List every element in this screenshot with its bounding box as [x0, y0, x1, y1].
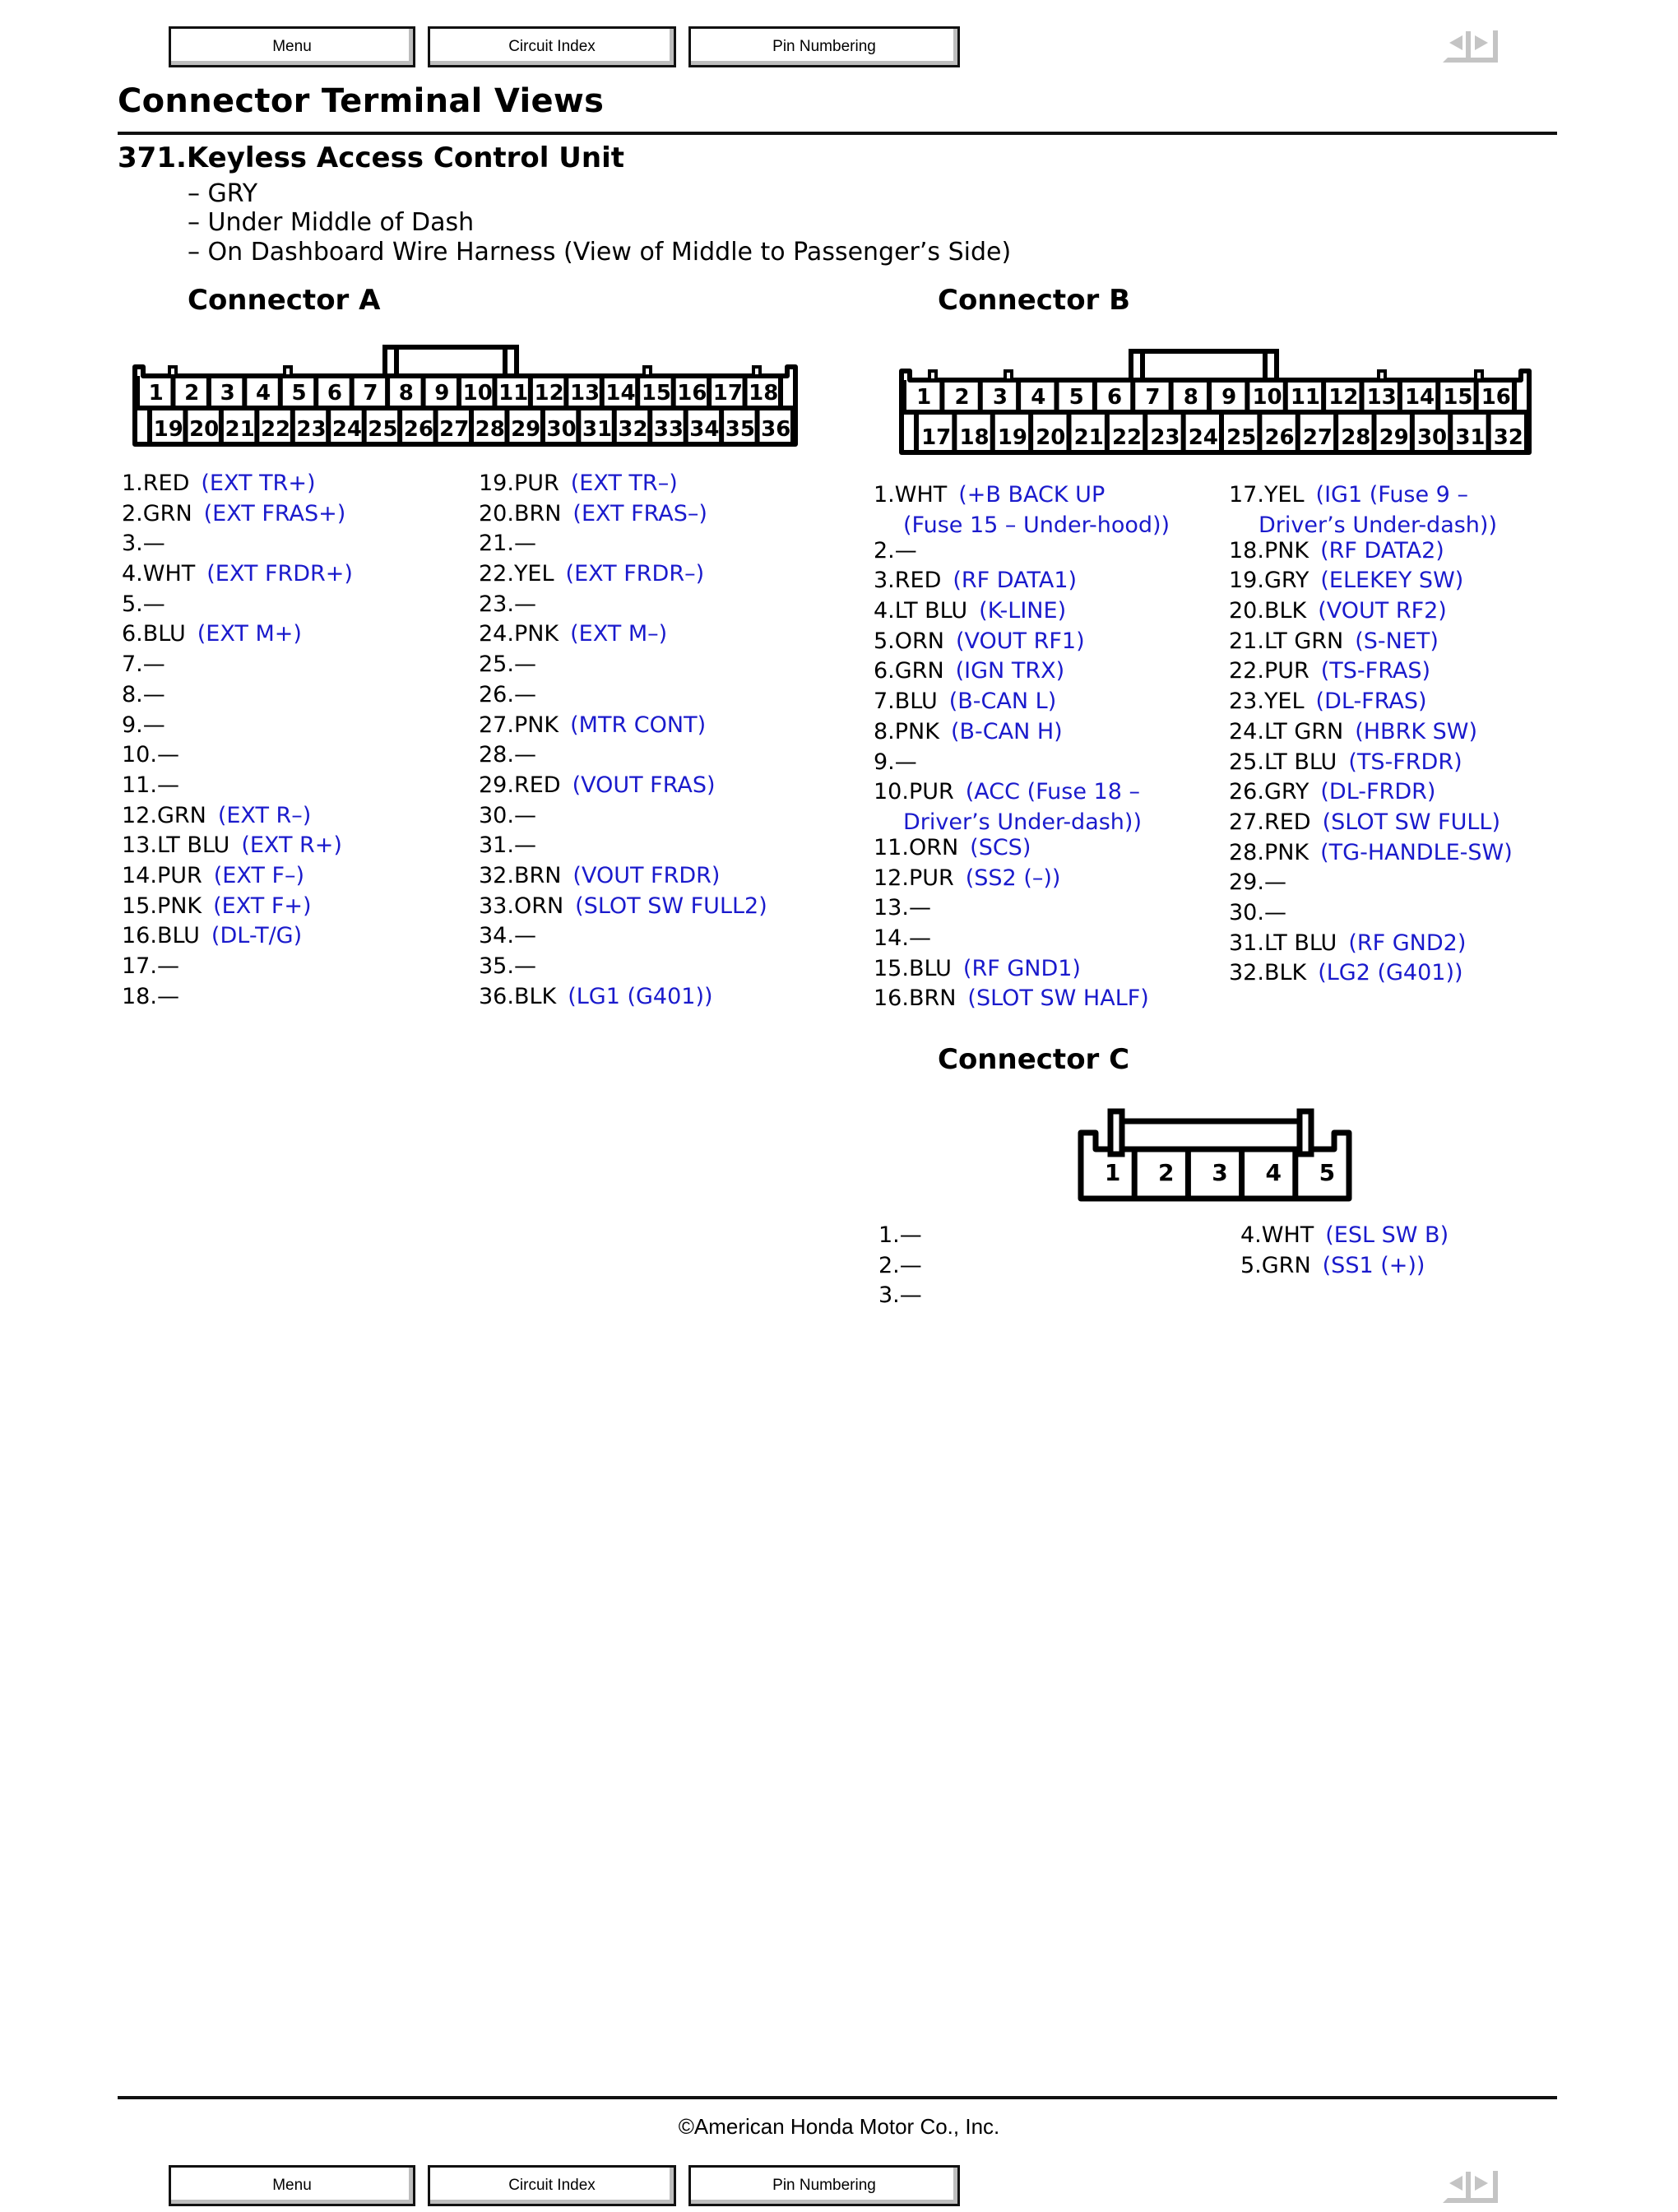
pin-function: (TS-FRDR)	[1348, 749, 1462, 775]
pin-number-label: 24	[1188, 425, 1218, 450]
pin-row	[878, 1251, 922, 1282]
pin-number-wire-color: 33.ORN	[479, 893, 564, 919]
connector-a-heading: Connector A	[188, 284, 381, 317]
pin-row	[479, 711, 767, 741]
pin-row	[479, 982, 767, 1013]
pin-number-label: 22	[260, 417, 291, 442]
pin-number-label: 6	[1107, 385, 1123, 410]
pin-row	[1229, 536, 1513, 567]
pin-row	[479, 619, 767, 650]
pin-row	[122, 771, 353, 801]
pin-number-wire-color: 29.RED	[479, 772, 561, 798]
pin-number-label: 2	[954, 385, 970, 410]
pin-number-wire-color: 4.WHT	[122, 561, 196, 587]
pin-function: (EXT FRDR–)	[565, 561, 705, 587]
pin-function: (VOUT FRAS)	[572, 772, 716, 798]
pin-number-wire-color: 18.PNK	[1229, 537, 1309, 563]
pin-number-label: 11	[498, 381, 529, 406]
pin-function: (SLOT SW FULL)	[1322, 809, 1500, 835]
pin-number-wire-color: 6.BLU	[122, 621, 186, 647]
pin-number-wire-color: 16.BLU	[122, 923, 200, 949]
pin-number-wire-color: 14.—	[874, 925, 931, 951]
footer-pin-numbering-button[interactable]: Pin Numbering	[688, 2165, 960, 2206]
pin-row	[479, 861, 767, 892]
pin-number-label: 29	[511, 417, 541, 442]
pin-function: (B-CAN L)	[948, 689, 1057, 715]
pin-number-wire-color: 10.—	[122, 742, 179, 768]
pin-number-label: 22	[1111, 425, 1143, 450]
pin-number-wire-color: 13.LT BLU	[122, 832, 230, 859]
pin-row	[1229, 958, 1513, 989]
pin-function: (VOUT RF1)	[955, 628, 1085, 654]
pin-number-wire-color: 1.—	[878, 1222, 922, 1248]
pin-number-wire-color: 24.LT GRN	[1229, 718, 1344, 744]
pin-row	[122, 680, 353, 711]
connector-a-diagram	[130, 344, 800, 451]
pin-number-label: 5	[1068, 385, 1084, 410]
pin-number-wire-color: 2.GRN	[122, 500, 192, 526]
pin-number-wire-color: 5.GRN	[1240, 1252, 1311, 1278]
pin-number-wire-color: 9.—	[874, 749, 917, 775]
pin-number-wire-color: 16.BRN	[874, 985, 957, 1012]
pin-number-label: 20	[1036, 425, 1066, 450]
pin-number-label: 9	[434, 381, 450, 406]
pin-number-label: 11	[1290, 385, 1321, 410]
pin-number-wire-color: 35.—	[479, 953, 536, 979]
pin-number-wire-color: 29.—	[1229, 869, 1286, 896]
pin-number-label: 36	[761, 417, 791, 442]
pin-number-wire-color: 31.LT BLU	[1229, 930, 1337, 956]
pin-number-wire-color: 21.—	[479, 531, 536, 557]
pin-function: (LG2 (G401))	[1318, 960, 1463, 986]
pin-number-label: 32	[1493, 425, 1523, 450]
footer-menu-button[interactable]: Menu	[169, 2165, 415, 2206]
pin-row	[479, 892, 767, 922]
connector-c-diagram	[1078, 1106, 1353, 1205]
pin-number-label: 28	[1341, 425, 1371, 450]
pin-number-wire-color: 2.—	[878, 1252, 922, 1278]
pin-number-label: 12	[1328, 385, 1359, 410]
pin-number-label: 3	[220, 381, 235, 406]
pin-number-wire-color: 3.—	[122, 531, 165, 557]
pin-number-wire-color: 19.PUR	[479, 471, 559, 496]
pin-function: (HBRK SW)	[1355, 718, 1477, 744]
pin-row	[878, 1281, 922, 1311]
pin-number-label: 16	[1481, 385, 1511, 410]
pin-number-wire-color: 28.—	[479, 742, 536, 768]
pin-number-wire-color: 12.PUR	[874, 865, 954, 891]
pin-number-wire-color: 23.—	[479, 591, 536, 617]
pin-row	[874, 627, 1170, 657]
pin-number-wire-color: 5.ORN	[874, 628, 944, 654]
pin-function: (SS1 (+))	[1322, 1252, 1425, 1278]
pin-number-wire-color: 24.PNK	[479, 621, 559, 647]
pin-number-label: 30	[546, 417, 577, 442]
pin-number-wire-color: 17.—	[122, 953, 179, 979]
pin-row	[874, 748, 1170, 778]
pin-number-wire-color: 19.GRY	[1229, 568, 1309, 594]
pin-number-wire-color: 23.YEL	[1229, 689, 1305, 715]
pin-number-wire-color: 15.PNK	[122, 893, 202, 919]
pin-number-label: 24	[331, 417, 363, 442]
pin-row	[1229, 777, 1513, 808]
pin-number-label: 3	[1212, 1159, 1228, 1186]
pin-number-label: 26	[403, 417, 433, 442]
pin-number-label: 29	[1379, 425, 1409, 450]
pin-function: (DL-T/G)	[211, 923, 303, 949]
pin-number-label: 4	[256, 381, 271, 406]
pin-row	[874, 596, 1170, 627]
pin-number-wire-color: 30.—	[1229, 899, 1286, 925]
pin-number-wire-color: 3.—	[878, 1282, 922, 1309]
pin-number-wire-color: 7.BLU	[874, 689, 938, 715]
pin-number-label: 7	[1145, 385, 1161, 410]
pin-row	[122, 711, 353, 741]
pin-number-label: 32	[618, 417, 648, 442]
pin-function: (EXT TR+)	[201, 471, 316, 496]
pin-function: (RF GND1)	[962, 955, 1081, 981]
pin-row	[874, 687, 1170, 717]
copyright: ©American Honda Motor Co., Inc.	[678, 2114, 1000, 2139]
pin-number-label: 5	[291, 381, 307, 406]
pin-number-label: 1	[1104, 1159, 1121, 1186]
pin-number-label: 15	[1443, 385, 1473, 410]
pin-row	[479, 680, 767, 711]
pin-row	[479, 831, 767, 861]
prev-next-page-icon[interactable]	[1441, 26, 1515, 67]
connector-b-pins-right	[1229, 480, 1513, 989]
pin-row	[122, 831, 353, 861]
pin-number-label: 18	[749, 381, 779, 406]
pin-row	[122, 952, 353, 982]
pin-row	[874, 717, 1170, 748]
pin-number-wire-color: 31.—	[479, 832, 536, 859]
pin-number-wire-color: 11.—	[122, 772, 179, 798]
pin-number-label: 21	[1073, 425, 1104, 450]
connector-c-pins-right	[1240, 1221, 1449, 1281]
pin-row	[122, 590, 353, 620]
pin-number-wire-color: 6.GRN	[874, 658, 944, 684]
page-title: Connector Terminal Views	[118, 82, 605, 120]
pin-number-label: 9	[1221, 385, 1237, 410]
pin-row	[1240, 1221, 1449, 1251]
pin-row	[1229, 480, 1513, 511]
pin-number-label: 2	[1158, 1159, 1175, 1186]
pin-row	[1229, 748, 1513, 778]
pin-row	[1229, 627, 1513, 657]
pin-number-label: 19	[153, 417, 183, 442]
pin-row	[122, 650, 353, 680]
pin-row	[479, 650, 767, 680]
pin-number-label: 8	[1183, 385, 1198, 410]
pin-function: (SCS)	[970, 834, 1031, 860]
pin-row	[122, 892, 353, 922]
pin-row	[122, 801, 353, 832]
pin-number-label: 18	[959, 425, 990, 450]
pin-number-wire-color: 1.RED	[122, 471, 190, 496]
pin-number-wire-color: 27.RED	[1229, 809, 1311, 835]
pin-row	[874, 777, 1170, 808]
pin-row	[1229, 687, 1513, 717]
pin-number-label: 3	[992, 385, 1008, 410]
pin-row	[1240, 1251, 1449, 1282]
pin-row	[122, 861, 353, 892]
pin-row	[479, 771, 767, 801]
pin-row-continuation	[874, 511, 1170, 536]
pin-number-label: 12	[534, 381, 564, 406]
pin-number-wire-color: 5.—	[122, 591, 165, 617]
pin-function: (EXT TR–)	[570, 471, 678, 496]
footer-divider	[118, 2096, 1557, 2099]
pin-function: (ESL SW B)	[1325, 1222, 1449, 1248]
pin-number-wire-color: 21.LT GRN	[1229, 628, 1344, 654]
pin-function: (DL-FRDR)	[1320, 779, 1436, 805]
component-heading: 371.Keyless Access Control Unit	[118, 141, 624, 174]
pin-row	[479, 921, 767, 952]
pin-number-wire-color: 7.—	[122, 652, 165, 678]
pin-number-wire-color: 25.LT BLU	[1229, 749, 1337, 775]
pin-row	[122, 982, 353, 1013]
pin-row	[479, 529, 767, 559]
pin-number-wire-color: 2.—	[874, 537, 917, 563]
pin-number-wire-color: 10.PUR	[874, 779, 954, 805]
pin-function: (EXT M+)	[197, 621, 302, 647]
pin-function: (RF DATA1)	[953, 568, 1078, 594]
pin-number-wire-color: 11.ORN	[874, 834, 959, 860]
connector-c-pins-left	[878, 1221, 922, 1311]
pin-row	[1229, 868, 1513, 898]
pin-function: (VOUT FRDR)	[572, 862, 721, 888]
pin-row	[874, 924, 1170, 954]
pin-function: (VOUT RF2)	[1318, 598, 1447, 624]
pin-number-label: 16	[677, 381, 707, 406]
pin-number-wire-color: 3.RED	[874, 568, 942, 594]
pin-row	[1229, 929, 1513, 959]
pin-row	[874, 984, 1170, 1014]
pin-function: (EXT FRDR+)	[206, 561, 353, 587]
pin-number-label: 26	[1264, 425, 1295, 450]
pin-row	[1229, 566, 1513, 596]
pin-function: (RF GND2)	[1348, 930, 1467, 956]
pin-number-label: 6	[327, 381, 342, 406]
pin-function: (ELEKEY SW)	[1320, 568, 1464, 594]
pin-number-wire-color: 30.—	[479, 802, 536, 828]
pin-number-label: 13	[1366, 385, 1397, 410]
pin-row	[874, 480, 1170, 511]
pin-number-wire-color: 8.PNK	[874, 718, 939, 744]
pin-row	[878, 1221, 922, 1251]
detail-color: – GRY	[188, 179, 258, 208]
pin-row	[479, 801, 767, 832]
pin-row-continuation	[1229, 511, 1513, 536]
pin-number-label: 27	[1302, 425, 1333, 450]
pin-function: (MTR CONT)	[570, 712, 707, 738]
pin-function: (RF DATA2)	[1320, 537, 1444, 563]
pin-number-wire-color: 20.BRN	[479, 500, 562, 526]
pin-function-continuation: (Fuse 15 – Under-hood))	[903, 512, 1170, 538]
detail-harness: – On Dashboard Wire Harness (View of Middle to Passenger’s Side)	[188, 238, 1012, 267]
pin-number-wire-color: 20.BLK	[1229, 598, 1307, 624]
pin-row	[1229, 808, 1513, 838]
pin-number-label: 30	[1416, 425, 1448, 450]
pin-number-wire-color: 22.PUR	[1229, 658, 1309, 684]
pin-number-label: 17	[712, 381, 743, 406]
pin-number-label: 28	[475, 417, 505, 442]
pin-number-wire-color: 22.YEL	[479, 561, 554, 587]
pin-number-label: 21	[225, 417, 255, 442]
pin-row	[479, 740, 767, 771]
pin-row	[479, 952, 767, 982]
pin-row	[874, 566, 1170, 596]
pin-number-label: 17	[921, 425, 952, 450]
pin-number-wire-color: 17.YEL	[1229, 482, 1305, 508]
footer-prev-next-page-icon[interactable]	[1441, 2167, 1515, 2208]
pin-function: (EXT F+)	[213, 893, 312, 919]
pin-number-wire-color: 32.BRN	[479, 862, 562, 888]
pin-number-wire-color: 28.PNK	[1229, 839, 1309, 865]
pin-numbering-button[interactable]: Pin Numbering	[688, 26, 960, 67]
pin-number-label: 10	[1252, 385, 1282, 410]
pin-number-wire-color: 1.WHT	[874, 482, 948, 508]
pin-number-label: 4	[1265, 1159, 1282, 1186]
pin-row	[122, 499, 353, 530]
pin-function: (EXT F–)	[213, 862, 305, 888]
pin-row	[1229, 838, 1513, 869]
pin-number-wire-color: 26.GRY	[1229, 779, 1309, 805]
pin-number-label: 27	[439, 417, 470, 442]
pin-row	[1229, 596, 1513, 627]
pin-function: (TG-HANDLE-SW)	[1320, 839, 1513, 865]
pin-function: (EXT R+)	[241, 832, 342, 859]
pin-function: (SLOT SW FULL2)	[575, 893, 767, 919]
pin-row	[122, 619, 353, 650]
pin-number-label: 33	[653, 417, 684, 442]
pin-row	[479, 590, 767, 620]
pin-row	[874, 833, 1170, 864]
pin-function: (EXT M–)	[570, 621, 668, 647]
pin-number-label: 7	[363, 381, 378, 406]
pin-number-wire-color: 27.PNK	[479, 712, 559, 738]
pin-number-label: 13	[569, 381, 600, 406]
pin-function: (IG1 (Fuse 9 –	[1315, 482, 1468, 508]
pin-number-label: 2	[184, 381, 200, 406]
pin-number-wire-color: 15.BLU	[874, 955, 952, 981]
connector-c-heading: Connector C	[938, 1043, 1130, 1076]
connector-b-diagram	[897, 348, 1534, 459]
connector-b-pins-left	[874, 480, 1170, 1014]
pin-number-label: 23	[296, 417, 327, 442]
pin-number-wire-color: 4.WHT	[1240, 1222, 1314, 1248]
pin-function-continuation: Driver’s Under-dash))	[1258, 512, 1497, 538]
pin-number-wire-color: 8.—	[122, 681, 165, 707]
pin-number-wire-color: 36.BLK	[479, 983, 557, 1009]
pin-number-wire-color: 26.—	[479, 681, 536, 707]
pin-function: (K-LINE)	[979, 598, 1067, 624]
pin-number-label: 15	[641, 381, 672, 406]
pin-row	[1229, 898, 1513, 929]
pin-row	[479, 559, 767, 590]
pin-function: (ACC (Fuse 18 –	[965, 779, 1140, 805]
pin-number-wire-color: 34.—	[479, 923, 536, 949]
pin-function: (IGN TRX)	[955, 658, 1065, 684]
pin-function: (SS2 (–))	[965, 865, 1061, 891]
connector-b-heading: Connector B	[938, 284, 1131, 317]
pin-row	[1229, 656, 1513, 687]
pin-function: (EXT FRAS+)	[203, 500, 346, 526]
pin-number-wire-color: 25.—	[479, 652, 536, 678]
detail-location: – Under Middle of Dash	[188, 208, 475, 237]
pin-number-label: 23	[1150, 425, 1180, 450]
pin-row-continuation	[874, 808, 1170, 833]
pin-number-wire-color: 13.—	[874, 895, 931, 921]
pin-function-continuation: Driver’s Under-dash))	[903, 809, 1142, 835]
circuit-index-button[interactable]: Circuit Index	[428, 26, 676, 67]
pin-function: (S-NET)	[1355, 628, 1439, 654]
pin-number-label: 14	[1404, 385, 1435, 410]
pin-number-label: 25	[368, 417, 398, 442]
pin-row	[122, 921, 353, 952]
pin-number-wire-color: 4.LT BLU	[874, 598, 968, 624]
footer-circuit-index-button[interactable]: Circuit Index	[428, 2165, 676, 2206]
title-divider	[118, 132, 1557, 135]
pin-row	[874, 864, 1170, 894]
pin-function: (DL-FRAS)	[1315, 689, 1427, 715]
pin-function: (EXT FRAS–)	[572, 500, 707, 526]
pin-number-label: 8	[398, 381, 414, 406]
pin-number-label: 34	[689, 417, 720, 442]
menu-button[interactable]: Menu	[169, 26, 415, 67]
pin-row	[874, 536, 1170, 567]
pin-number-wire-color: 12.GRN	[122, 802, 206, 828]
pin-number-label: 5	[1319, 1159, 1336, 1186]
pin-number-label: 20	[189, 417, 220, 442]
pin-row	[122, 529, 353, 559]
pin-number-wire-color: 32.BLK	[1229, 960, 1307, 986]
connector-a-pins-right	[479, 469, 767, 1012]
pin-number-label: 31	[1455, 425, 1486, 450]
pin-function: (+B BACK UP	[958, 482, 1106, 508]
pin-number-label: 35	[725, 417, 755, 442]
pin-function: (B-CAN H)	[950, 718, 1063, 744]
pin-function: (TS-FRAS)	[1320, 658, 1430, 684]
pin-function: (SLOT SW HALF)	[967, 985, 1149, 1012]
pin-number-label: 10	[462, 381, 493, 406]
pin-number-wire-color: 14.PUR	[122, 862, 202, 888]
pin-row	[479, 499, 767, 530]
pin-number-label: 14	[605, 381, 636, 406]
pin-number-wire-color: 18.—	[122, 983, 179, 1009]
pin-function: (EXT R–)	[217, 802, 312, 828]
pin-number-label: 4	[1031, 385, 1046, 410]
pin-row	[122, 559, 353, 590]
pin-number-label: 31	[582, 417, 613, 442]
pin-number-label: 25	[1226, 425, 1257, 450]
pin-row	[479, 469, 767, 499]
pin-row	[874, 893, 1170, 924]
pin-function: (LG1 (G401))	[568, 983, 713, 1009]
pin-number-label: 1	[148, 381, 164, 406]
pin-number-label: 1	[916, 385, 932, 410]
pin-number-wire-color: 9.—	[122, 712, 165, 738]
pin-number-label: 19	[997, 425, 1028, 450]
pin-row	[122, 740, 353, 771]
pin-row	[122, 469, 353, 499]
pin-row	[874, 954, 1170, 985]
pin-row	[874, 656, 1170, 687]
connector-a-pins-left	[122, 469, 353, 1012]
pin-row	[1229, 717, 1513, 748]
